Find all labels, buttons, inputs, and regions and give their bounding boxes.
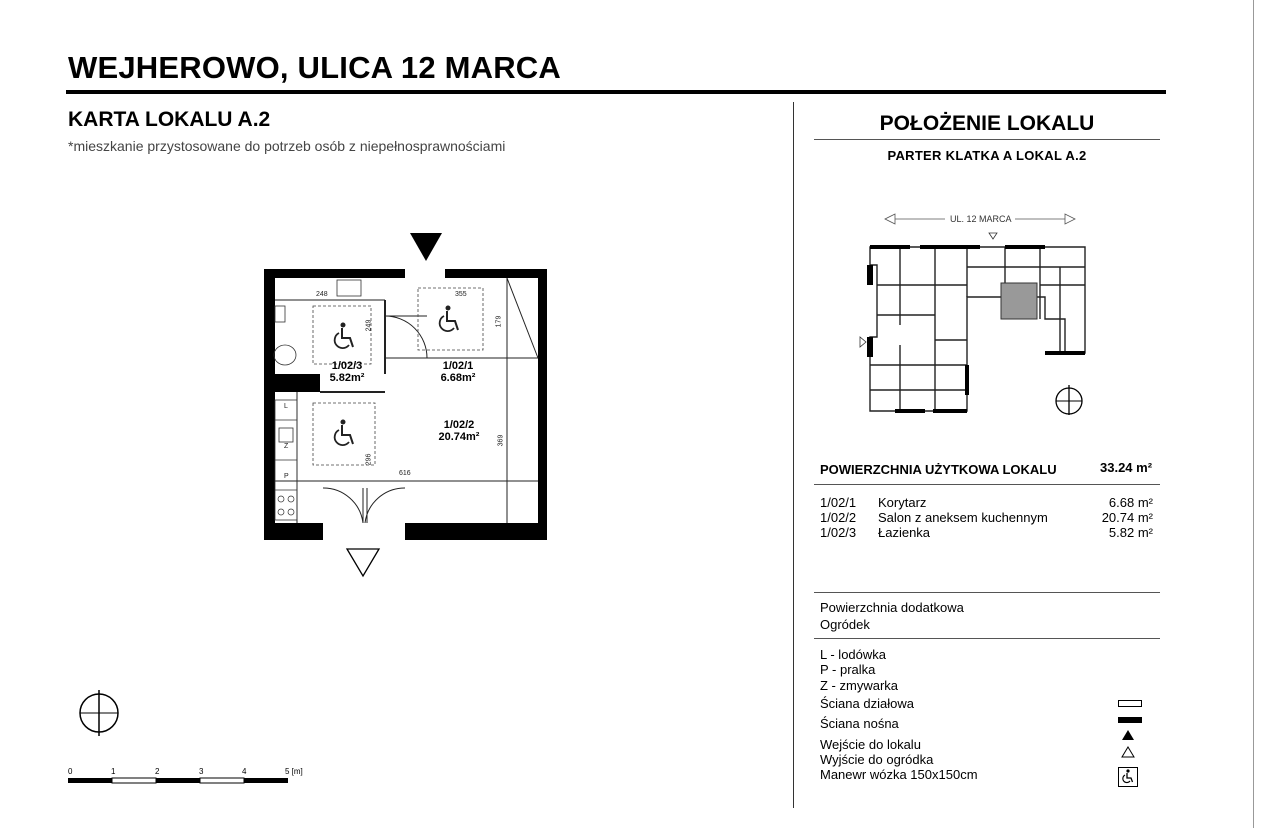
title-rule: [66, 90, 1166, 94]
dimension-label: 296: [365, 453, 373, 466]
room-code: 1/02/3: [820, 525, 857, 540]
appliance-letter: Z: [284, 443, 289, 450]
dimension-label: 179: [495, 315, 503, 328]
room-name: Salon z aneksem kuchennym: [878, 510, 1048, 525]
room-label: 1/02/3 5.82m²: [329, 360, 365, 384]
location-subtitle: PARTER KLATKA A LOKAL A.2: [887, 148, 1087, 163]
legend-item: Ściana działowa: [820, 696, 914, 711]
appliance-letter: P: [284, 473, 289, 480]
compass-icon: [76, 690, 122, 736]
total-area-label: POWIERZCHNIA UŻYTKOWA LOKALU: [820, 462, 1057, 477]
filled-triangle-icon: [1121, 729, 1135, 741]
street-label: UL. 12 MARCA: [950, 214, 1012, 224]
wheelchair-icon: [335, 323, 353, 349]
wheelchair-icon: [335, 420, 353, 446]
accessibility-note: *mieszkanie przystosowane do potrzeb osób z niepełnosprawnościami: [68, 138, 506, 154]
entrance-marker-icon: [410, 233, 442, 261]
room-name: Korytarz: [878, 495, 927, 510]
location-title: POŁOŻENIE LOKALU: [879, 112, 1095, 135]
garden-exit-marker-icon: [347, 549, 379, 576]
building-key-plan: [855, 205, 1095, 415]
scale-tick: 1: [111, 767, 116, 776]
appliance-letter: L: [284, 403, 288, 410]
outline-triangle-icon: [1121, 746, 1135, 758]
vertical-divider: [793, 102, 794, 808]
page-title: WEJHEROWO, ULICA 12 MARCA: [68, 50, 561, 85]
dimension-label: 249: [365, 319, 373, 332]
scale-tick: 5 [m]: [285, 767, 303, 776]
additional-item: Ogródek: [820, 617, 870, 632]
location-rule: [814, 139, 1160, 140]
legend-item: Manewr wózka 150x150cm: [820, 767, 978, 782]
summary-rule: [814, 484, 1160, 485]
dimension-label: 248: [316, 291, 328, 298]
legend-item: Wejście do lokalu: [820, 737, 921, 752]
room-label: 1/02/2 20.74m²: [438, 419, 480, 443]
scale-tick: 3: [199, 767, 204, 776]
dimension-label: 369: [497, 434, 505, 447]
legend-item: Wyjście do ogródka: [820, 752, 934, 767]
compass-icon: [1056, 385, 1082, 415]
legend-item: Z - zmywarka: [820, 678, 898, 693]
room-area: 6.68 m²: [1108, 495, 1153, 510]
room-area: 20.74 m²: [1101, 510, 1153, 525]
scale-tick: 4: [242, 767, 247, 776]
legend-item: Ściana nośna: [820, 716, 899, 731]
load-bearing-wall-icon: [1118, 717, 1142, 723]
page-border: [1253, 0, 1254, 828]
additional-label: Powierzchnia dodatkowa: [820, 600, 964, 615]
legend-item: P - pralka: [820, 662, 876, 677]
floor-plan: [255, 228, 555, 583]
room-label: 1/02/1 6.68m²: [440, 360, 476, 384]
legend-item: L - lodówka: [820, 647, 886, 662]
partition-wall-icon: [1118, 700, 1142, 707]
room-name: Łazienka: [878, 525, 931, 540]
dimension-label: 616: [399, 470, 411, 477]
room-area: 5.82 m²: [1108, 525, 1153, 540]
card-title: KARTA LOKALU A.2: [68, 108, 271, 131]
wheelchair-icon: [1118, 767, 1138, 787]
scale-bar: [68, 776, 293, 788]
additional-rule: [814, 592, 1160, 593]
scale-tick: 2: [155, 767, 160, 776]
room-code: 1/02/2: [820, 510, 857, 525]
legend-rule: [814, 638, 1160, 639]
wheelchair-icon: [440, 306, 458, 332]
highlighted-unit: [1001, 283, 1037, 319]
room-code: 1/02/1: [820, 495, 857, 510]
dimension-label: 355: [455, 291, 467, 298]
scale-tick: 0: [68, 767, 73, 776]
total-area-value: 33.24 m²: [1100, 460, 1153, 475]
